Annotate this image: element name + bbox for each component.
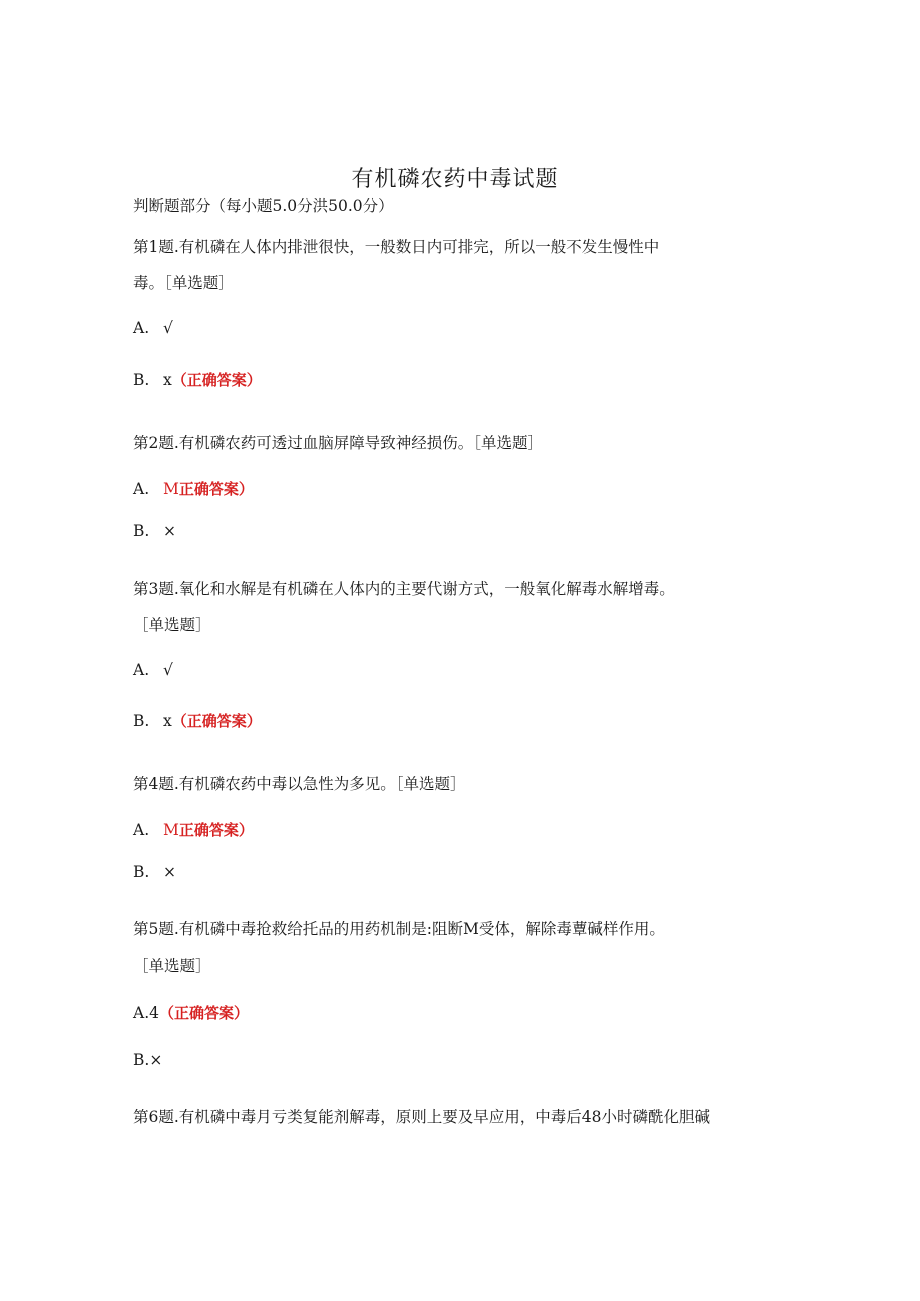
question-3-stem-line1: 第3题.氧化和水解是有机磷在人体内的主要代谢方式，一般氧化解毒水解增毒。: [133, 580, 675, 598]
question-6-stem-line1: 第6题.有机磷中毒月亏类复能剂解毒，原则上要及早应用，中毒后48小时磷酰化胆碱: [133, 1108, 711, 1126]
option-text: M: [163, 821, 179, 839]
question-5-option-a: [133, 1002, 249, 1024]
correct-answer-mark: （正确答案）: [171, 712, 262, 730]
section-header: 判断题部分（每小题5.0分洪50.0分）: [133, 197, 394, 215]
correct-answer-mark: 正确答案）: [178, 480, 254, 498]
question-1-stem-line2: 毒。［单选题］: [133, 274, 234, 292]
option-text: x: [163, 712, 172, 730]
correct-answer-mark: （正确答案）: [171, 371, 262, 389]
question-3-option-a: [133, 659, 173, 681]
option-letter: B.: [133, 522, 150, 540]
question-5-stem-line2: ［单选题］: [133, 957, 211, 975]
question-3-stem-line2: ［单选题］: [133, 616, 211, 634]
option-text: ×: [163, 863, 176, 881]
correct-answer-mark: （正确答案）: [158, 1004, 249, 1022]
option-letter: B.: [133, 712, 150, 730]
option-letter: B.: [133, 371, 150, 389]
question-2-option-b: [133, 520, 176, 542]
option-text: √: [163, 661, 173, 679]
question-1-option-b: [133, 369, 262, 391]
question-1-option-a: [133, 317, 173, 339]
option-letter: A.: [133, 319, 150, 337]
question-2-option-a: [133, 478, 254, 500]
option-text: x: [163, 371, 172, 389]
correct-answer-mark: 正确答案）: [178, 821, 254, 839]
question-2-stem-line1: 第2题.有机磷农药可透过血脑屏障导致神经损伤。［单选题］: [133, 434, 544, 452]
option-text: ×: [163, 522, 176, 540]
question-4-stem-line1: 第4题.有机磷农药中毒以急性为多见。［单选题］: [133, 775, 466, 793]
option-text: M: [163, 480, 179, 498]
option-letter: B.: [133, 863, 150, 881]
option-letter: A.: [133, 821, 150, 839]
option-text: A.4: [133, 1004, 159, 1022]
option-text: √: [163, 319, 173, 337]
option-text: B.×: [133, 1051, 163, 1069]
question-1-stem-line1: 第1题.有机磷在人体内排泄很快，一般数日内可排完，所以一般不发生慢性中: [133, 238, 660, 256]
question-5-option-b: [133, 1049, 162, 1071]
option-letter: A.: [133, 661, 150, 679]
question-5-stem-line1: 第5题.有机磷中毒抢救给托品的用药机制是:阻断M受体，解除毒蕈碱样作用。: [133, 920, 665, 938]
question-4-option-a: [133, 819, 254, 841]
question-4-option-b: [133, 861, 176, 883]
question-3-option-b: [133, 710, 262, 732]
document-title: 有机磷农药中毒试题: [351, 167, 559, 192]
option-letter: A.: [133, 480, 150, 498]
